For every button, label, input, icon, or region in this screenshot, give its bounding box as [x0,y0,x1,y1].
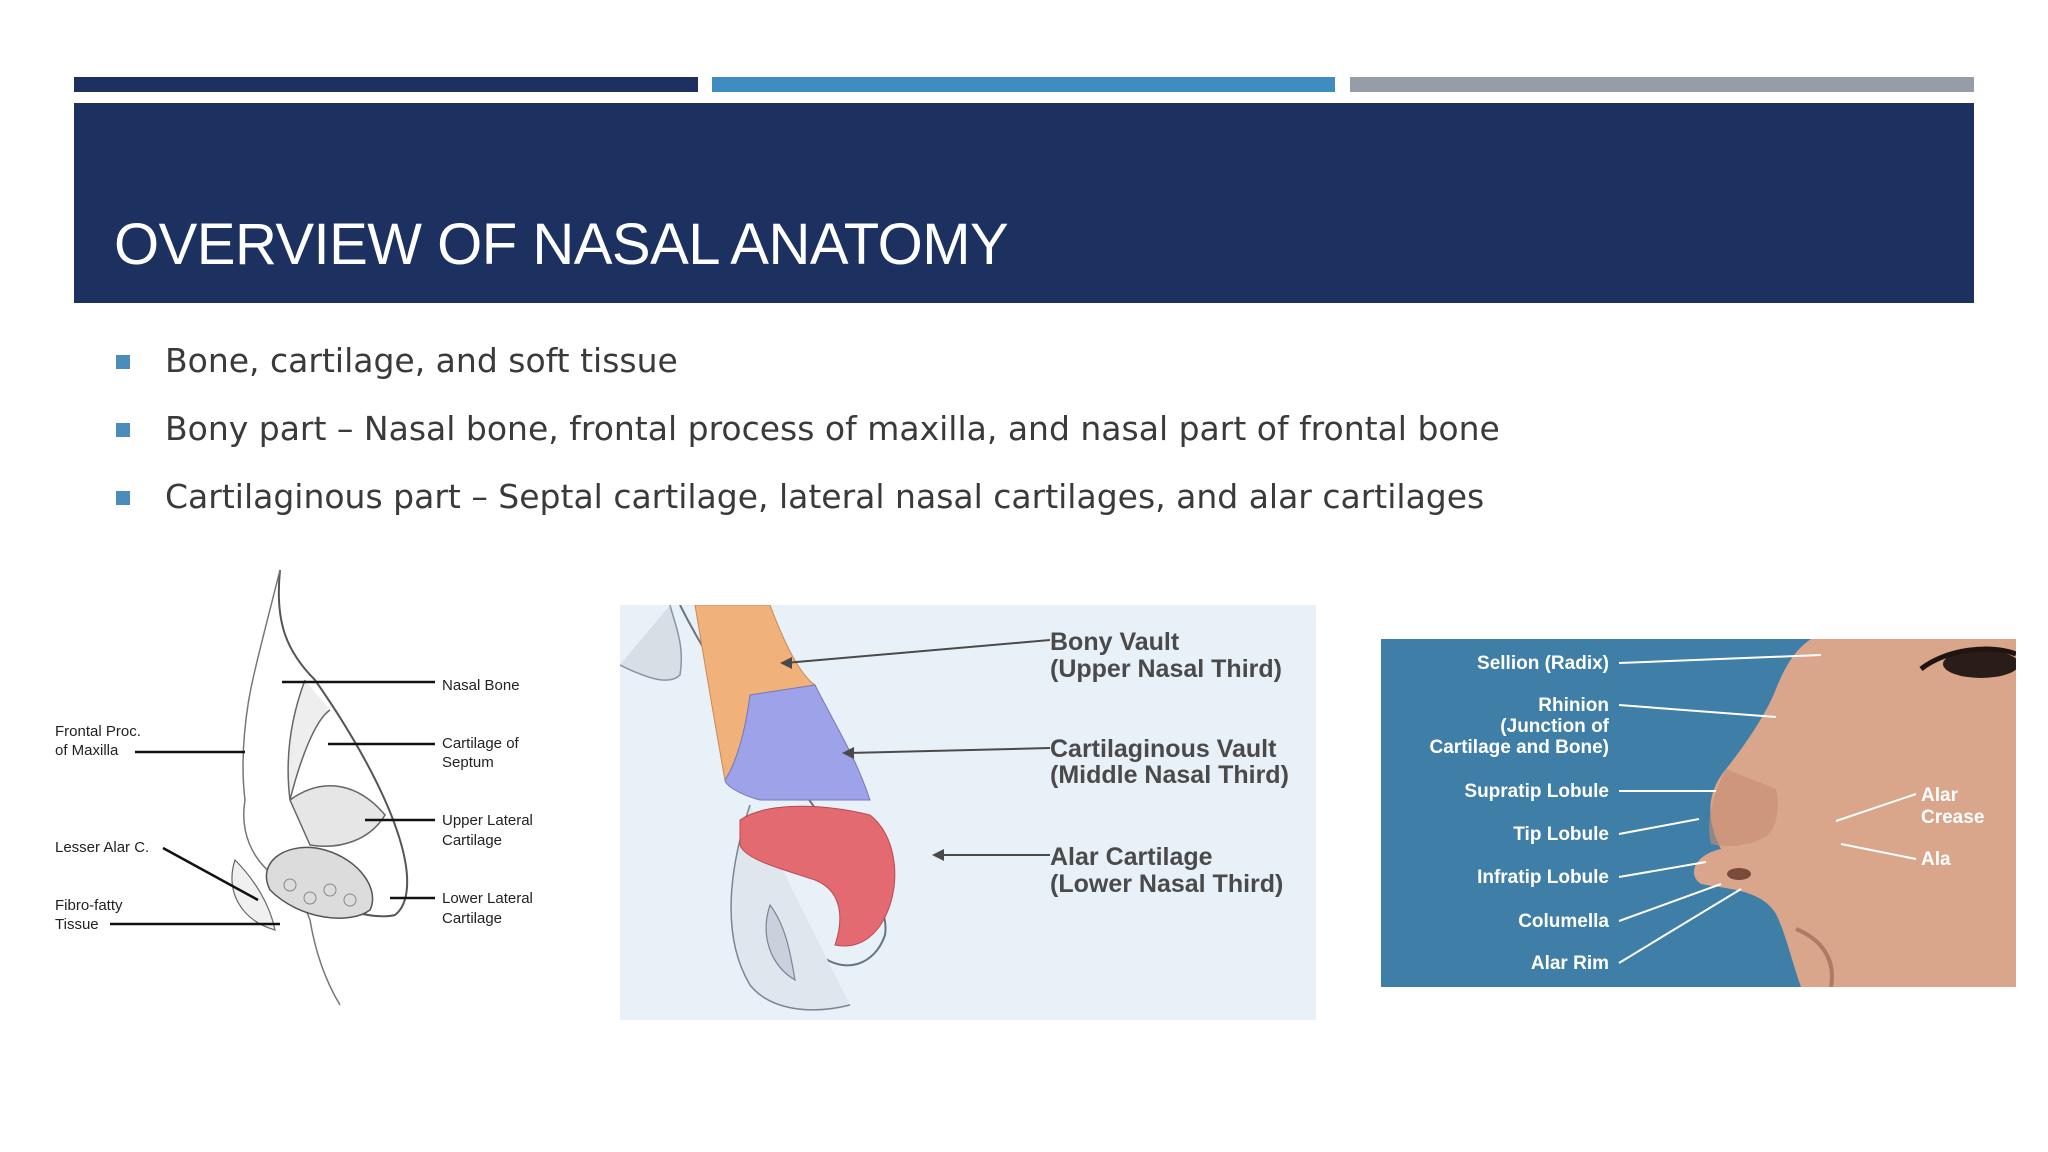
bullet-text: Cartilaginous part – Septal cartilage, lateral nasal cartilages, and alar cartilages [165,477,1485,516]
bullet-item [115,338,1500,406]
label-sellion: Sellion (Radix) [1477,653,1609,674]
label-lesser-alar: Lesser Alar C. [55,839,150,856]
bullet-text: Bony part – Nasal bone, frontal process of maxilla, and nasal part of frontal bone [165,409,1500,448]
label-upper-lateral: Cartilage [442,832,503,849]
label-alar-rim: Alar Rim [1530,953,1609,974]
label-alar-crease: Crease [1921,807,1985,828]
bullet-text: Bone, cartilage, and soft tissue [165,341,678,380]
label-supratip: Supratip Lobule [1464,781,1609,802]
label-lower-lateral: Cartilage [442,910,503,927]
label-ala: Ala [1921,849,1951,870]
nasal-sketch-figure [40,560,570,1030]
label-alar-cartilage: (Lower Nasal Third) [1050,870,1284,898]
accent-bar-dark [74,77,698,92]
label-bony-vault: Bony Vault [1050,628,1180,656]
bullet-list [115,338,1500,542]
label-frontal-proc: of Maxilla [55,742,119,759]
title-banner [74,103,1974,303]
label-cartilaginous-vault: Cartilaginous Vault [1050,735,1277,763]
label-septum: Cartilage of [442,735,519,752]
accent-bar-blue [712,77,1335,92]
nasal-vault-figure [620,605,1316,1020]
label-cartilaginous-vault: (Middle Nasal Third) [1050,761,1289,789]
label-fibro-fatty: Fibro-fatty [55,897,123,914]
label-rhinion: Rhinion [1538,695,1609,716]
square-bullet-icon [116,491,130,505]
label-columella: Columella [1518,911,1609,932]
label-rhinion: Cartilage and Bone) [1429,737,1609,758]
label-fibro-fatty: Tissue [55,916,99,933]
label-lower-lateral: Lower Lateral [442,890,533,907]
label-alar-cartilage: Alar Cartilage [1050,843,1213,871]
square-bullet-icon [116,355,130,369]
label-nasal-bone: Nasal Bone [442,677,520,694]
bullet-item [115,406,1500,474]
label-frontal-proc: Frontal Proc. [55,723,141,740]
nasal-profile-figure [1381,639,2016,987]
label-infratip: Infratip Lobule [1477,867,1609,888]
accent-bar-gray [1350,77,1974,92]
square-bullet-icon [116,423,130,437]
label-septum: Septum [442,754,494,771]
label-bony-vault: (Upper Nasal Third) [1050,655,1282,683]
label-rhinion: (Junction of [1500,716,1609,737]
label-upper-lateral: Upper Lateral [442,812,533,829]
slide-title: OVERVIEW OF NASAL ANATOMY [114,212,1009,277]
label-alar-crease: Alar [1921,785,1958,806]
label-tip: Tip Lobule [1513,824,1609,845]
bullet-item [115,474,1500,542]
